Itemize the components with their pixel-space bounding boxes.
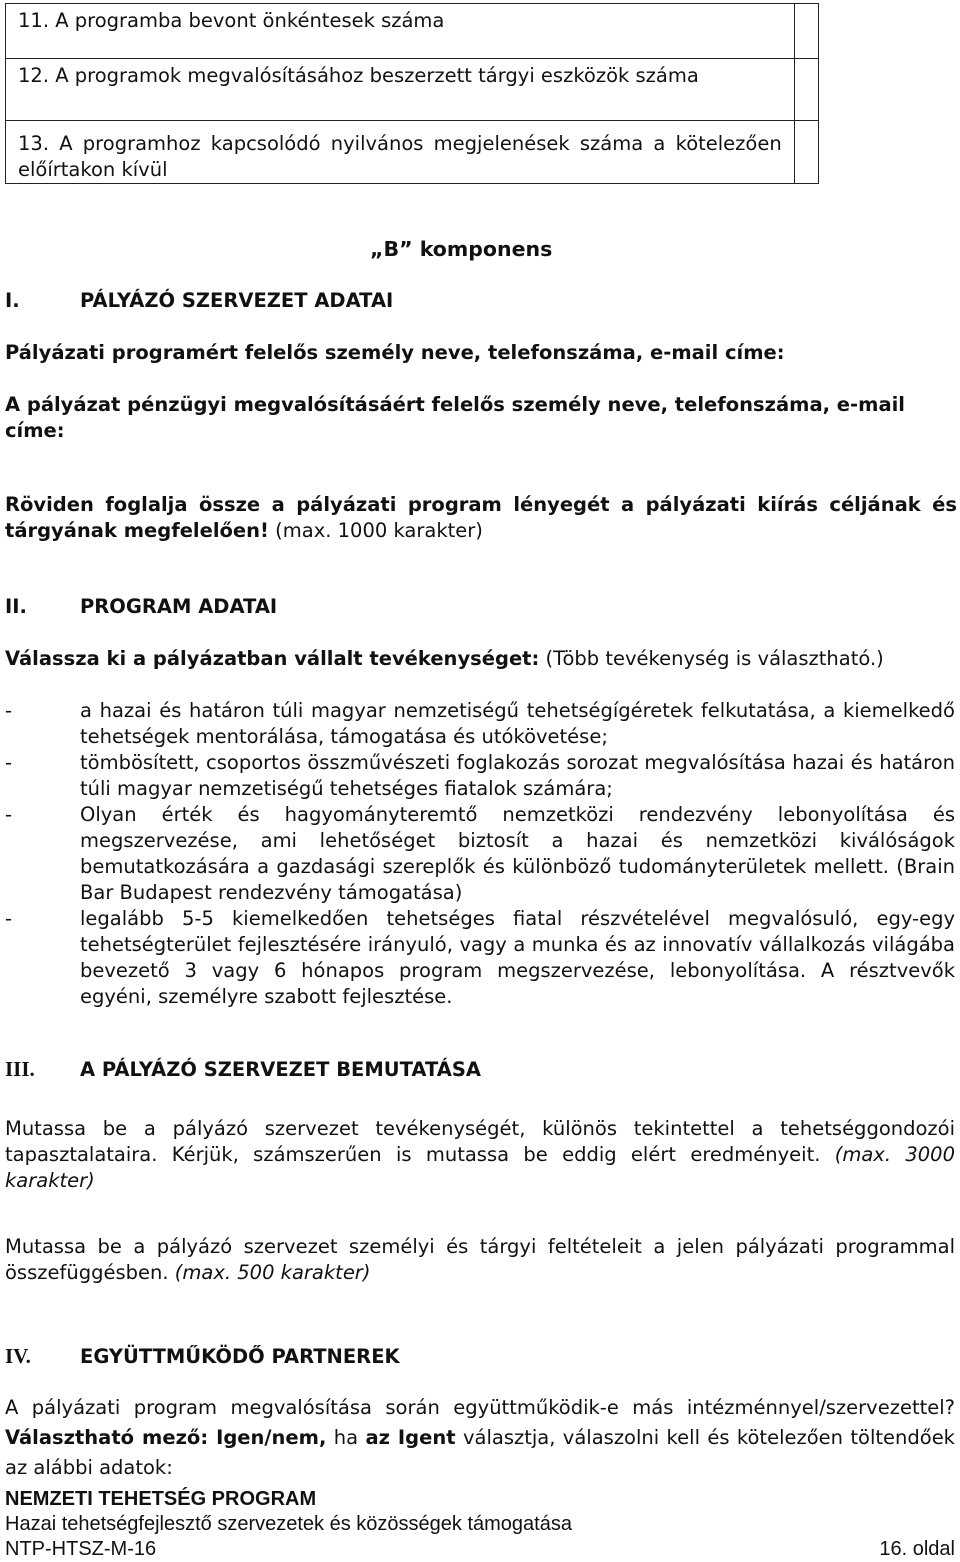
organization-activity-prompt	[5, 1116, 955, 1194]
list-item-text: legalább 5-5 kiemelkedően tehetséges fiatal részvételével megvalósuló, egy-egy tehetségterület fejlesztésére irányuló, vagy a munka és az innovatív vállalkozás világába bevezető 3 vagy 6 hónapos program megszervezése, lebonyolítása. A résztvevők egyéni, személyre szabott fejlesztése.	[80, 907, 955, 1008]
indicator-table	[5, 3, 819, 184]
section-title: PROGRAM ADATAI	[80, 595, 278, 618]
partners-selectable-field: Választható mező: Igen/nem,	[5, 1426, 327, 1449]
list-item-text: tömbösített, csoportos összművészeti foglakozás sorozat megvalósítása hazai és határon túli magyar nemzetiségű tehetséges fiatalok számára;	[80, 751, 955, 800]
organization-resources-note: (max. 500 karakter)	[168, 1261, 371, 1284]
list-item	[5, 906, 955, 1010]
list-item	[5, 698, 955, 750]
bullet-dash: -	[5, 803, 13, 826]
partners-prompt	[5, 1393, 955, 1483]
list-item	[5, 750, 955, 802]
list-item-text: a hazai és határon túli magyar nemzetiségű tehetségígéretek felkutatása, a kiemelkedő tehetségek mentorálása, támogatása és utókövetése;	[80, 699, 955, 748]
partners-text-c: választja, válaszolni kell és kötelezően töltendőek az alábbi adatok:	[5, 1426, 955, 1479]
list-item-text: Olyan érték és hagyományteremtő nemzetközi rendezvény lebonyolítása és megszervezése, ami lehetőséget biztosít a hazai és nemzetközi kiválóságok bemutatkozására a gazdasági szereplők és különböző tudományterületek mellett. (Brain Bar Budapest rendezvény támogatása)	[80, 803, 955, 904]
responsible-finance-label: A pályázat pénzügyi megvalósításáért felelős személy neve, telefonszáma, e-mail címe:	[5, 393, 905, 442]
table-row-label: 13. A programhoz kapcsolódó nyilvános megjelenések száma a kötelezően előírtakon kívül	[6, 121, 795, 184]
section-number: IV.	[5, 1344, 31, 1368]
activity-list	[5, 698, 955, 1010]
table-row-value[interactable]	[794, 121, 818, 184]
component-title: „B” komponens	[370, 237, 553, 261]
section-number: I.	[5, 289, 20, 312]
partners-yes-choice: az Igent	[365, 1426, 456, 1449]
activity-prompt-note: (Több tevékenység is választható.)	[539, 647, 884, 670]
table-row	[6, 59, 819, 121]
table-row-label: 11. A programba bevont önkéntesek száma	[6, 4, 795, 59]
section-number: III.	[5, 1057, 35, 1081]
bullet-dash: -	[5, 751, 13, 774]
table-row-value[interactable]	[794, 4, 818, 59]
table-row	[6, 4, 819, 59]
page-number: 16. oldal	[879, 1538, 955, 1560]
section-title: PÁLYÁZÓ SZERVEZET ADATAI	[80, 289, 394, 312]
bullet-dash: -	[5, 699, 13, 722]
organization-resources-text: Mutassa be a pályázó szervezet személyi és tárgyi feltételeit a jelen pályázati programmal összefüggésben.	[5, 1235, 955, 1284]
summary-prompt-note: (max. 1000 karakter)	[268, 519, 483, 542]
footer-code: NTP-HTSZ-M-16	[5, 1538, 157, 1560]
organization-activity-text: Mutassa be a pályázó szervezet tevékenységét, különös tekintettel a tehetséggondozói tapasztalataira. Kérjük, számszerűen is mutassa be eddig elért eredményeit.	[5, 1117, 955, 1166]
organization-activity-note: (max. 3000 karakter)	[5, 1143, 955, 1192]
partners-question: A pályázati program megvalósítása során együttműködik-e más intézménnyel/szervezettel?	[5, 1396, 955, 1419]
list-item	[5, 802, 955, 906]
organization-resources-prompt	[5, 1234, 955, 1286]
bullet-dash: -	[5, 907, 13, 930]
section-number: II.	[5, 595, 27, 618]
footer-subtitle: Hazai tehetségfejlesztő szervezetek és közösségek támogatása	[5, 1513, 572, 1535]
table-row-label: 12. A programok megvalósításához beszerzett tárgyi eszközök száma	[6, 59, 795, 121]
summary-prompt	[5, 492, 957, 544]
section-title: EGYÜTTMŰKÖDŐ PARTNEREK	[80, 1345, 400, 1368]
partners-text-b: ha	[326, 1426, 366, 1449]
summary-prompt-bold: Röviden foglalja össze a pályázati program lényegét a pályázati kiírás céljának és tárgyának megfelelően!	[5, 493, 957, 542]
table-row-value[interactable]	[794, 59, 818, 121]
footer-title: NEMZETI TEHETSÉG PROGRAM	[5, 1488, 317, 1510]
table-row	[6, 121, 819, 184]
responsible-program-label: Pályázati programért felelős személy neve, telefonszáma, e-mail címe:	[5, 341, 785, 364]
activity-prompt-bold: Válassza ki a pályázatban vállalt tevékenységet:	[5, 647, 540, 670]
activity-prompt	[5, 646, 960, 672]
section-title: A PÁLYÁZÓ SZERVEZET BEMUTATÁSA	[80, 1058, 481, 1081]
